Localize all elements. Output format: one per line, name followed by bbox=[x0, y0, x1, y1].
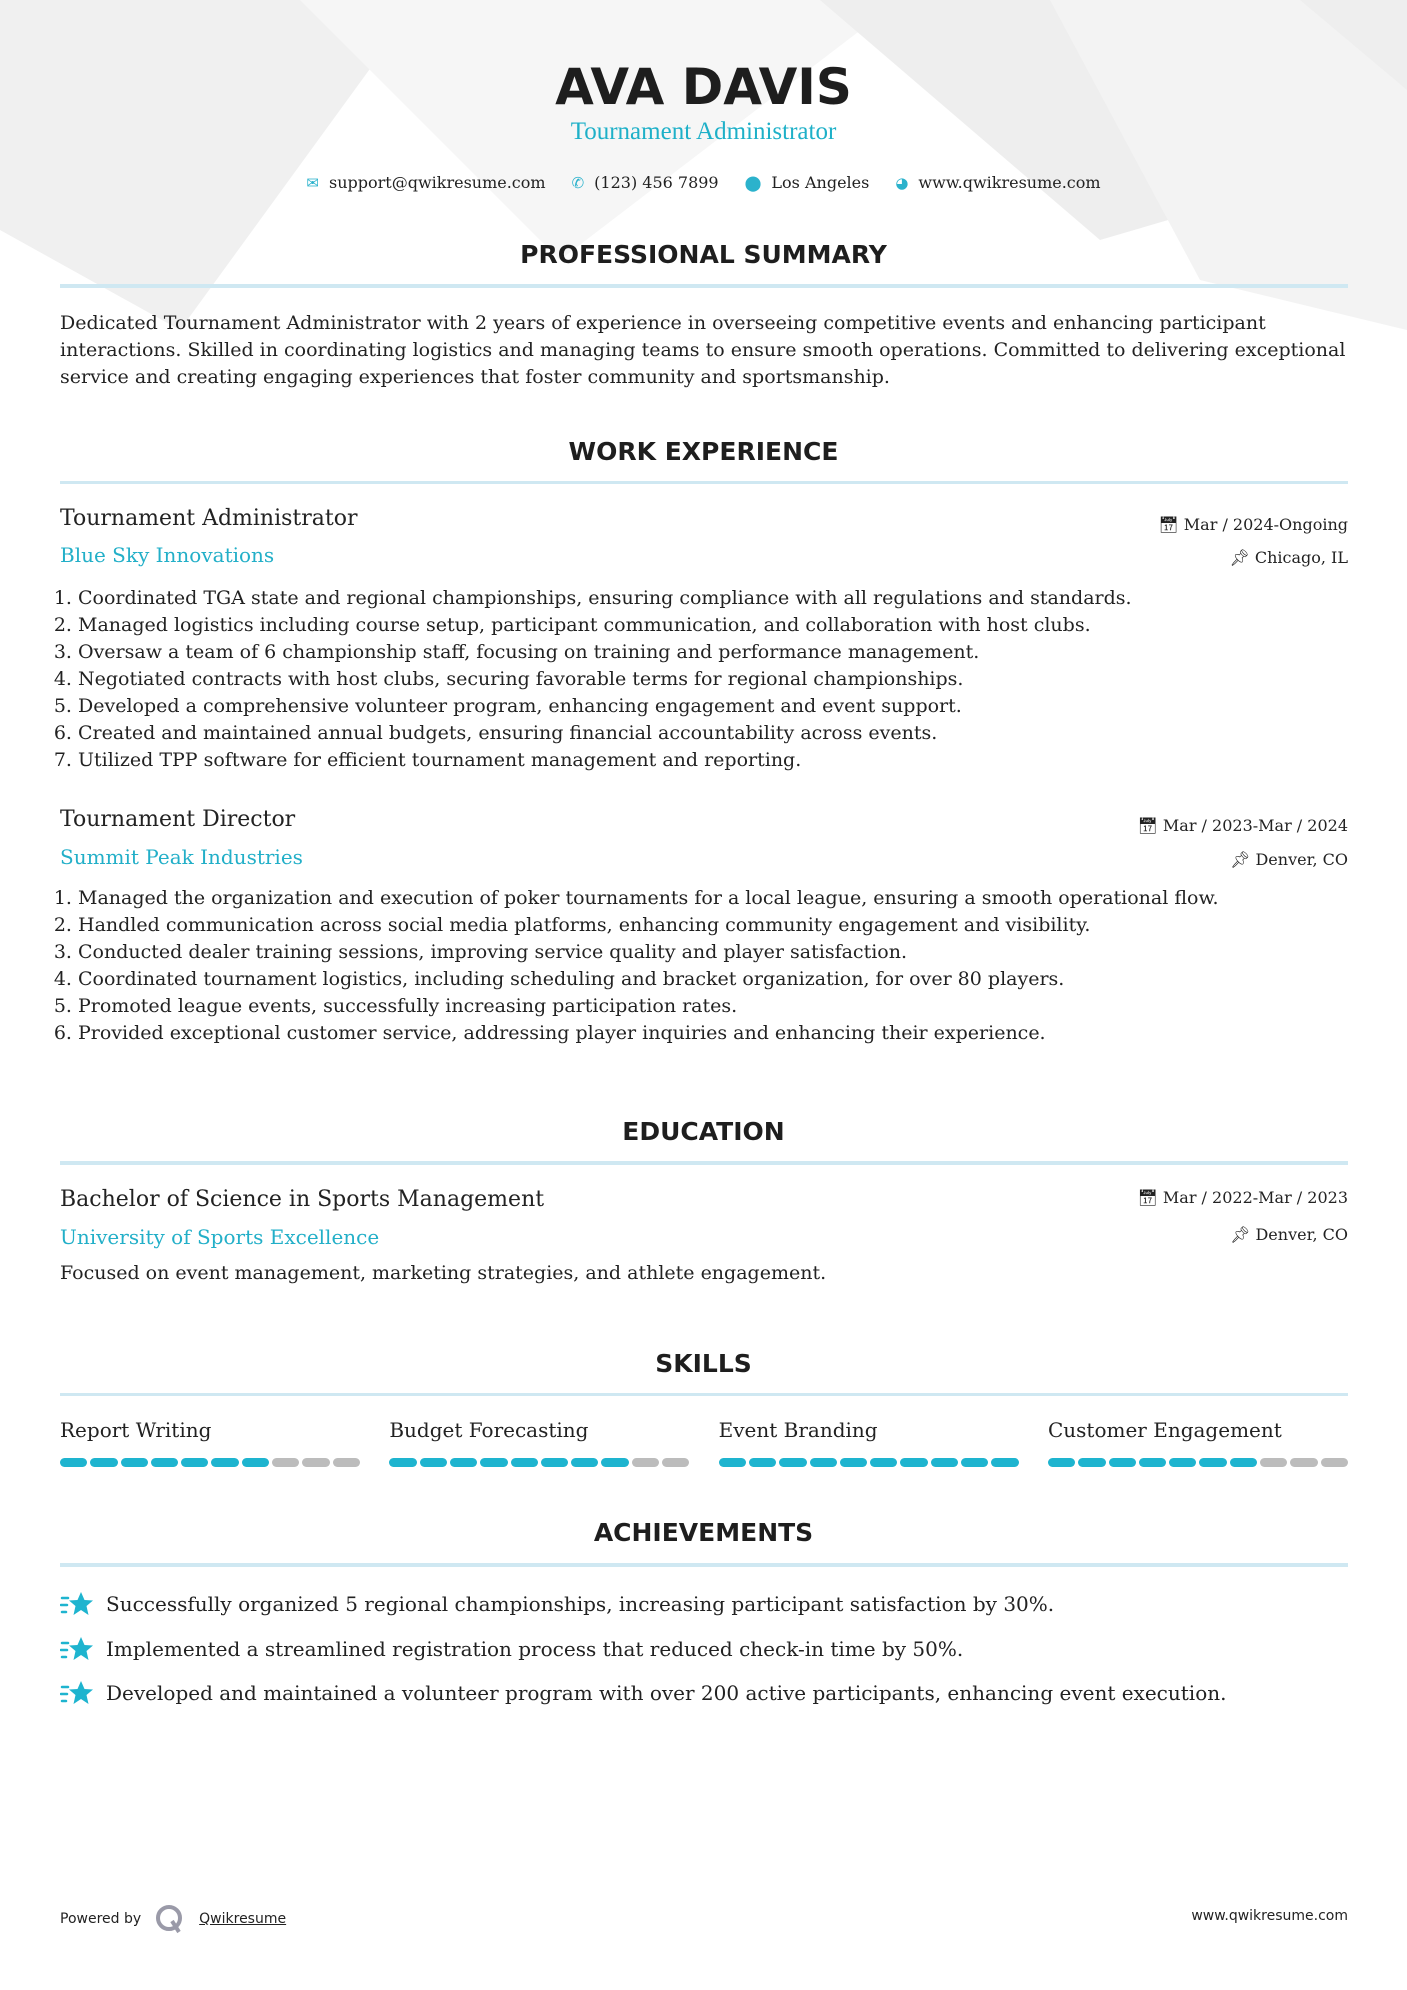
achievement-item bbox=[60, 1678, 1226, 1708]
skill-level-segment bbox=[1260, 1458, 1287, 1467]
skill-level-bar bbox=[719, 1458, 1019, 1467]
footer-website[interactable]: www.qwikresume.com bbox=[1191, 1908, 1348, 1924]
job-location: 📌︎ Chicago, IL bbox=[1229, 548, 1348, 567]
skill-level-segment bbox=[662, 1458, 689, 1467]
brand-link[interactable]: Qwikresume bbox=[199, 1911, 287, 1927]
calendar-icon: 📅︎ bbox=[1158, 515, 1184, 534]
achievement-item bbox=[60, 1634, 963, 1664]
skill-level-segment bbox=[389, 1458, 416, 1467]
skill-level-segment bbox=[961, 1458, 988, 1467]
bullet: 6. Provided exceptional customer service, addressing player inquiries and enhancing their experience. bbox=[78, 1020, 1358, 1047]
skill-level-segment bbox=[1109, 1458, 1136, 1467]
bullet: 3. Conducted dealer training sessions, improving service quality and player satisfaction. bbox=[78, 939, 1358, 966]
job-company: Blue Sky Innovations bbox=[60, 543, 275, 567]
contact-website[interactable]: www.qwikresume.com bbox=[918, 173, 1101, 192]
job-title: Tournament Director bbox=[60, 807, 296, 832]
envelope-icon: ✉ bbox=[306, 173, 319, 192]
divider bbox=[60, 1161, 1348, 1165]
skill-level-bar bbox=[389, 1458, 689, 1467]
skill-level-segment bbox=[719, 1458, 746, 1467]
skill-level-segment bbox=[1169, 1458, 1196, 1467]
bullet: 1. Coordinated TGA state and regional championships, ensuring compliance with all regulations and standards. bbox=[78, 585, 1358, 612]
education-description: Focused on event management, marketing strategies, and athlete engagement. bbox=[60, 1262, 827, 1284]
skill-level-segment bbox=[1199, 1458, 1226, 1467]
skill-level-segment bbox=[272, 1458, 299, 1467]
contact-email[interactable]: support@qwikresume.com bbox=[328, 173, 546, 192]
candidate-title: Tournament Administrator bbox=[570, 118, 837, 145]
job-dates: 📅︎ Mar / 2024-Ongoing bbox=[1158, 515, 1348, 534]
skill-level-segment bbox=[511, 1458, 538, 1467]
divider bbox=[60, 1563, 1348, 1567]
star-icon bbox=[60, 1678, 94, 1708]
education-location: 📌︎ Denver, CO bbox=[1230, 1225, 1348, 1244]
contact-phone: (123) 456 7899 bbox=[594, 173, 719, 192]
calendar-icon: 📅︎ bbox=[1137, 816, 1163, 835]
summary-heading: PROFESSIONAL SUMMARY bbox=[520, 240, 887, 269]
bullet: 5. Promoted league events, successfully increasing participation rates. bbox=[78, 993, 1358, 1020]
education-dates: 📅︎ Mar / 2022-Mar / 2023 bbox=[1137, 1188, 1348, 1207]
skill-level-segment bbox=[779, 1458, 806, 1467]
skill-level-segment bbox=[1078, 1458, 1105, 1467]
map-pin-icon: ⬤ bbox=[744, 173, 762, 192]
skill-item bbox=[389, 1418, 689, 1467]
job-company: Summit Peak Industries bbox=[60, 845, 303, 869]
skills-list bbox=[60, 1418, 1348, 1467]
degree: Bachelor of Science in Sports Management bbox=[60, 1187, 545, 1212]
skill-level-segment bbox=[810, 1458, 837, 1467]
contact-location: Los Angeles bbox=[771, 173, 870, 192]
job-bullets bbox=[56, 885, 1358, 1047]
skill-level-segment bbox=[60, 1458, 87, 1467]
pushpin-icon: 📌︎ bbox=[1230, 1225, 1256, 1244]
skill-level-segment bbox=[302, 1458, 329, 1467]
bullet: 1. Managed the organization and execution of poker tournaments for a local league, ensuring a smooth operational flow. bbox=[78, 885, 1358, 912]
skill-level-segment bbox=[840, 1458, 867, 1467]
skill-level-segment bbox=[541, 1458, 568, 1467]
skill-level-segment bbox=[242, 1458, 269, 1467]
divider bbox=[60, 1393, 1348, 1396]
skill-level-segment bbox=[900, 1458, 927, 1467]
skill-level-segment bbox=[450, 1458, 477, 1467]
skill-level-segment bbox=[571, 1458, 598, 1467]
bullet: 7. Utilized TPP software for efficient tournament management and reporting. bbox=[78, 747, 1358, 774]
footer-powered bbox=[60, 1904, 286, 1934]
skill-level-segment bbox=[90, 1458, 117, 1467]
skill-level-segment bbox=[181, 1458, 208, 1467]
bullet: 5. Developed a comprehensive volunteer program, enhancing engagement and event support. bbox=[78, 693, 1358, 720]
skill-level-bar bbox=[60, 1458, 360, 1467]
bullet: 2. Managed logistics including course setup, participant communication, and collaboration with host clubs. bbox=[78, 612, 1358, 639]
skill-level-segment bbox=[1230, 1458, 1257, 1467]
skill-item bbox=[719, 1418, 1019, 1467]
skills-heading: SKILLS bbox=[655, 1349, 752, 1378]
contact-bar bbox=[0, 173, 1407, 192]
skill-level-segment bbox=[632, 1458, 659, 1467]
achievement-text: Developed and maintained a volunteer program with over 200 active participants, enhancing event execution. bbox=[106, 1681, 1227, 1705]
work-heading: WORK EXPERIENCE bbox=[568, 437, 839, 466]
skill-name: Event Branding bbox=[718, 1418, 878, 1442]
skill-name: Customer Engagement bbox=[1047, 1418, 1282, 1442]
skill-name: Budget Forecasting bbox=[389, 1418, 589, 1442]
powered-by-label: Powered by bbox=[60, 1911, 142, 1927]
globe-icon: ◕ bbox=[895, 173, 909, 192]
bullet: 4. Coordinated tournament logistics, including scheduling and bracket organization, for over 80 players. bbox=[78, 966, 1358, 993]
skill-level-segment bbox=[333, 1458, 360, 1467]
skill-level-segment bbox=[1139, 1458, 1166, 1467]
pushpin-icon: 📌︎ bbox=[1230, 850, 1256, 869]
skill-level-segment bbox=[1321, 1458, 1348, 1467]
job-bullets bbox=[56, 585, 1358, 774]
skill-level-segment bbox=[1048, 1458, 1075, 1467]
calendar-icon: 📅︎ bbox=[1137, 1188, 1163, 1207]
skill-level-bar bbox=[1048, 1458, 1348, 1467]
bullet: 6. Created and maintained annual budgets, ensuring financial accountability across events. bbox=[78, 720, 1358, 747]
skill-level-segment bbox=[601, 1458, 628, 1467]
achievements-heading: ACHIEVEMENTS bbox=[593, 1518, 814, 1547]
header-background bbox=[0, 0, 1407, 330]
skill-level-segment bbox=[1290, 1458, 1317, 1467]
summary-text: Dedicated Tournament Administrator with 2 years of experience in overseeing competitive events and enhancing participant interactions. Skilled in coordinating logistics and managing teams to ensure smooth operations. Committed to delivering exceptional service and creating engaging experiences that foster community and sportsmanship. bbox=[60, 312, 1346, 388]
job-location: 📌︎ Denver, CO bbox=[1230, 850, 1348, 869]
achievement-text: Successfully organized 5 regional championships, increasing participant satisfaction by 30%. bbox=[106, 1592, 1055, 1616]
skill-level-segment bbox=[211, 1458, 238, 1467]
bullet: 2. Handled communication across social media platforms, enhancing community engagement and visibility. bbox=[78, 912, 1358, 939]
bullet: 4. Negotiated contracts with host clubs, securing favorable terms for regional championships. bbox=[78, 666, 1358, 693]
skill-item bbox=[1048, 1418, 1348, 1467]
skill-level-segment bbox=[121, 1458, 148, 1467]
candidate-name: AVA DAVIS bbox=[555, 58, 852, 116]
skill-level-segment bbox=[151, 1458, 178, 1467]
skill-level-segment bbox=[931, 1458, 958, 1467]
pushpin-icon: 📌︎ bbox=[1229, 548, 1255, 567]
star-icon bbox=[60, 1589, 94, 1619]
skill-level-segment bbox=[991, 1458, 1018, 1467]
job-dates: 📅︎ Mar / 2023-Mar / 2024 bbox=[1137, 816, 1348, 835]
skill-level-segment bbox=[749, 1458, 776, 1467]
divider bbox=[60, 481, 1348, 484]
star-icon bbox=[60, 1634, 94, 1664]
skill-level-segment bbox=[480, 1458, 507, 1467]
divider bbox=[60, 284, 1348, 288]
skill-item bbox=[60, 1418, 360, 1467]
achievement-text: Implemented a streamlined registration process that reduced check-in time by 50%. bbox=[106, 1636, 964, 1661]
school: University of Sports Excellence bbox=[60, 1225, 380, 1249]
phone-icon: ✆ bbox=[571, 173, 585, 192]
skill-level-segment bbox=[420, 1458, 447, 1467]
skill-name: Report Writing bbox=[60, 1418, 212, 1442]
achievement-item bbox=[60, 1589, 1054, 1619]
skill-level-segment bbox=[870, 1458, 897, 1467]
qwikresume-logo-icon bbox=[155, 1904, 185, 1934]
education-heading: EDUCATION bbox=[622, 1117, 785, 1146]
job-title: Tournament Administrator bbox=[60, 506, 358, 531]
bullet: 3. Oversaw a team of 6 championship staff, focusing on training and performance management. bbox=[78, 639, 1358, 666]
